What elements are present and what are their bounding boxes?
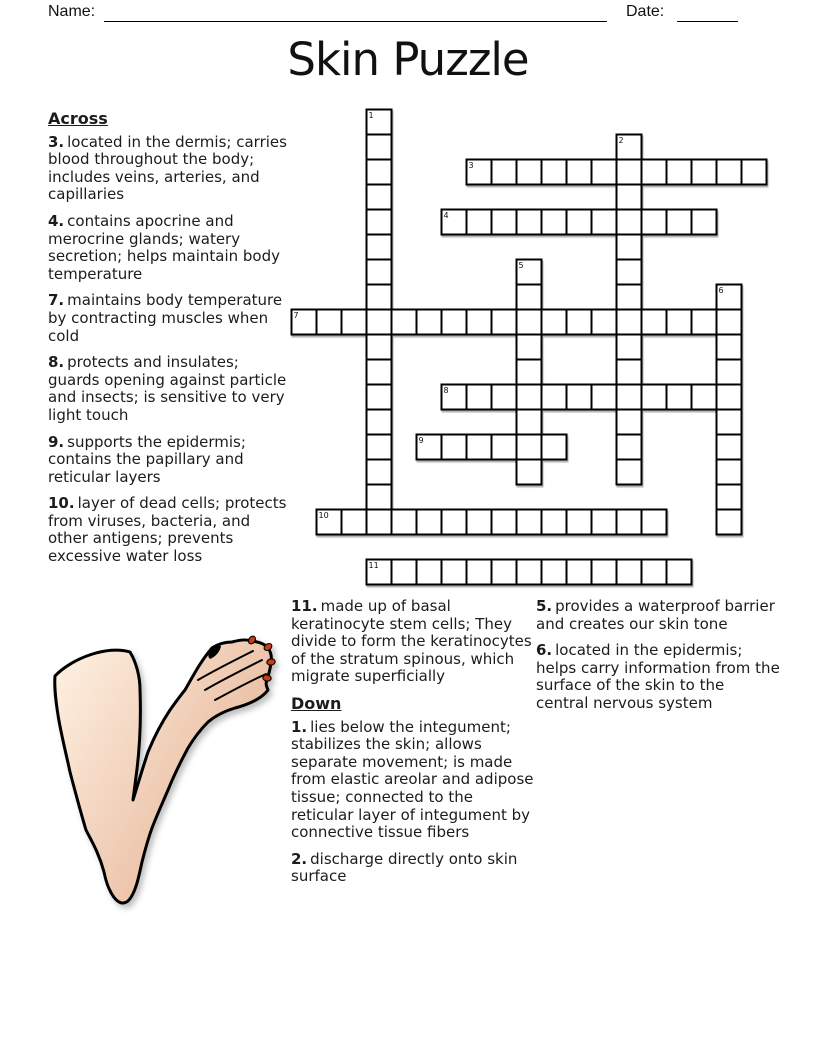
grid-cell	[567, 210, 592, 235]
grid-cell	[667, 310, 692, 335]
grid-cell	[667, 210, 692, 235]
grid-cell	[567, 510, 592, 535]
grid-cell	[517, 160, 542, 185]
clue-across-8	[48, 354, 288, 424]
grid-cell-number: 5	[518, 261, 524, 270]
grid-cell	[367, 185, 392, 210]
grid-cell	[492, 385, 517, 410]
grid-cell	[467, 560, 492, 585]
grid-cell	[442, 435, 467, 460]
grid-cell-number: 7	[293, 311, 299, 320]
grid-cell	[567, 160, 592, 185]
clue-text: supports the epidermis; contains the papillary and reticular layers	[48, 432, 246, 486]
arm-illustration	[40, 632, 285, 917]
grid-cell	[492, 160, 517, 185]
clue-text: provides a waterproof barrier and creates our skin tone	[536, 597, 775, 633]
clue-number: 5.	[536, 597, 553, 615]
grid-cell	[367, 285, 392, 310]
clue-number: 4.	[48, 211, 65, 230]
grid-cell	[367, 210, 392, 235]
grid-cell	[517, 510, 542, 535]
grid-cell	[717, 335, 742, 360]
grid-cell	[667, 560, 692, 585]
grid-cell	[717, 510, 742, 535]
grid-cell	[517, 435, 542, 460]
grid-cell	[342, 510, 367, 535]
grid-cell	[667, 385, 692, 410]
grid-cell	[417, 560, 442, 585]
grid-cell	[417, 310, 442, 335]
grid-cell	[642, 385, 667, 410]
grid-cell	[442, 510, 467, 535]
grid-cell	[542, 560, 567, 585]
clue-down-5	[536, 598, 780, 633]
grid-cell	[542, 385, 567, 410]
grid-cell	[517, 460, 542, 485]
grid-cell	[367, 260, 392, 285]
clue-text: lies below the integument; stabilizes the skin; allows separate movement; is made from elastic areolar and adipose tissue; connected to the reticular layer of integument by connective tissue fibers	[291, 717, 534, 842]
clue-across-11	[291, 598, 540, 686]
down-heading: Down	[291, 693, 342, 713]
grid-cell	[642, 510, 667, 535]
across-heading: Across	[48, 109, 108, 128]
clue-number: 10.	[48, 494, 75, 513]
grid-cell	[717, 385, 742, 410]
grid-cell	[617, 210, 642, 235]
clue-text: located in the epidermis; helps carry information from the surface of the skin to the central nervous system	[536, 641, 780, 712]
grid-cell	[567, 560, 592, 585]
grid-cell	[367, 360, 392, 385]
grid-cell	[592, 560, 617, 585]
grid-cell	[492, 560, 517, 585]
clue-number: 9.	[48, 432, 65, 451]
grid-cell	[717, 160, 742, 185]
grid-cell	[567, 310, 592, 335]
grid-cell	[642, 310, 667, 335]
grid-cell	[517, 360, 542, 385]
grid-cell-number: 8	[443, 386, 449, 395]
grid-cell	[717, 310, 742, 335]
grid-cell	[692, 210, 717, 235]
grid-cell	[367, 335, 392, 360]
clue-number: 8.	[48, 353, 65, 372]
grid-cell	[467, 385, 492, 410]
grid-cell	[467, 210, 492, 235]
grid-cell	[642, 160, 667, 185]
grid-cell	[492, 310, 517, 335]
grid-cell	[617, 410, 642, 435]
grid-cell	[367, 235, 392, 260]
grid-cell	[567, 385, 592, 410]
grid-cell	[692, 160, 717, 185]
grid-cell	[717, 410, 742, 435]
grid-cell-number: 2	[618, 136, 624, 145]
grid-cell	[542, 435, 567, 460]
right-clues-column	[536, 598, 780, 722]
grid-cell	[492, 510, 517, 535]
clue-across-7	[48, 292, 288, 345]
grid-cell	[367, 460, 392, 485]
clue-number: 1.	[291, 717, 308, 736]
clue-across-9	[48, 434, 288, 487]
grid-cell	[442, 560, 467, 585]
grid-cell	[517, 560, 542, 585]
clue-text: layer of dead cells; protects from viruses, bacteria, and other antigens; prevents excessive water loss	[48, 494, 287, 566]
grid-cell	[617, 310, 642, 335]
bent-arm-shape	[55, 635, 276, 903]
grid-cell	[617, 510, 642, 535]
grid-cell-number: 1	[368, 111, 374, 120]
middle-clues-column	[291, 598, 540, 895]
grid-cell	[617, 260, 642, 285]
clue-down-2	[291, 851, 540, 886]
grid-cell-number: 6	[718, 286, 724, 295]
grid-cell	[517, 335, 542, 360]
clue-number: 2.	[291, 849, 308, 868]
page-title: Skin Puzzle	[287, 33, 529, 86]
grid-cell	[717, 435, 742, 460]
grid-cell	[592, 210, 617, 235]
grid-cell	[392, 560, 417, 585]
grid-cell	[367, 385, 392, 410]
grid-cell	[392, 510, 417, 535]
grid-cell	[542, 210, 567, 235]
clue-number: 11.	[291, 597, 318, 615]
grid-cell	[517, 210, 542, 235]
grid-cell	[492, 210, 517, 235]
clue-text: discharge directly onto skin surface	[291, 849, 518, 886]
grid-cell	[617, 235, 642, 260]
grid-cell	[542, 160, 567, 185]
across-clues-column	[48, 110, 288, 575]
date-label: Date:	[626, 3, 665, 20]
name-blank-line	[104, 4, 607, 22]
grid-cell	[367, 135, 392, 160]
grid-cell	[367, 435, 392, 460]
grid-cell-number: 11	[368, 561, 379, 570]
clue-text: made up of basal keratinocyte stem cells; They divide to form the keratinocytes of the stratum spinous, which migrate superficially	[291, 597, 532, 686]
clue-number: 3.	[48, 132, 65, 151]
grid-cell	[617, 360, 642, 385]
grid-cell	[592, 385, 617, 410]
grid-cell	[617, 160, 642, 185]
grid-cell	[617, 385, 642, 410]
grid-cell	[467, 435, 492, 460]
grid-cell	[342, 310, 367, 335]
grid-cell	[592, 310, 617, 335]
clue-across-10	[48, 495, 288, 565]
grid-cell	[517, 385, 542, 410]
grid-cell	[617, 560, 642, 585]
name-label: Name:	[48, 3, 96, 20]
date-blank-line	[677, 4, 738, 22]
grid-cell	[617, 435, 642, 460]
grid-cell-number: 9	[418, 436, 424, 445]
grid-cell	[717, 485, 742, 510]
clue-text: contains apocrine and merocrine glands; watery secretion; helps maintain body temperature	[48, 211, 281, 283]
grid-cell	[467, 310, 492, 335]
grid-cell	[367, 410, 392, 435]
grid-cell	[517, 310, 542, 335]
grid-cell-number: 10	[318, 511, 329, 520]
grid-cell	[392, 310, 417, 335]
clue-text: located in the dermis; carries blood throughout the body; includes veins, arteries, and capillaries	[48, 132, 287, 204]
grid-cell	[367, 160, 392, 185]
grid-cell	[692, 385, 717, 410]
clue-text: maintains body temperature by contracting muscles when cold	[48, 291, 283, 345]
clue-number: 7.	[48, 291, 65, 310]
clue-text: protects and insulates; guards opening against particle and insects; is sensitive to very light touch	[48, 353, 287, 424]
grid-cell	[492, 435, 517, 460]
clue-number: 6.	[536, 641, 553, 660]
grid-cell	[517, 285, 542, 310]
grid-cell	[717, 460, 742, 485]
grid-cell	[467, 510, 492, 535]
grid-cell	[617, 335, 642, 360]
grid-cell	[617, 185, 642, 210]
crossword-grid	[290, 108, 772, 590]
grid-cell	[592, 160, 617, 185]
grid-cell	[517, 410, 542, 435]
clue-across-4	[48, 213, 288, 283]
grid-cell	[442, 310, 467, 335]
clue-down-6	[536, 642, 780, 712]
clue-across-3	[48, 134, 288, 204]
grid-cell	[542, 310, 567, 335]
grid-cell	[742, 160, 767, 185]
grid-cell-number: 4	[443, 211, 449, 220]
grid-cell	[617, 460, 642, 485]
grid-cell	[717, 360, 742, 385]
grid-cell	[367, 485, 392, 510]
grid-cell	[692, 310, 717, 335]
grid-cell	[642, 210, 667, 235]
grid-cell	[367, 310, 392, 335]
grid-cell	[617, 285, 642, 310]
grid-cell	[667, 160, 692, 185]
grid-cell	[367, 510, 392, 535]
grid-cell	[542, 510, 567, 535]
grid-cell-number: 3	[468, 161, 474, 170]
grid-cell	[417, 510, 442, 535]
grid-cell	[317, 310, 342, 335]
grid-cell	[592, 510, 617, 535]
grid-cell	[642, 560, 667, 585]
clue-down-1	[291, 719, 540, 842]
